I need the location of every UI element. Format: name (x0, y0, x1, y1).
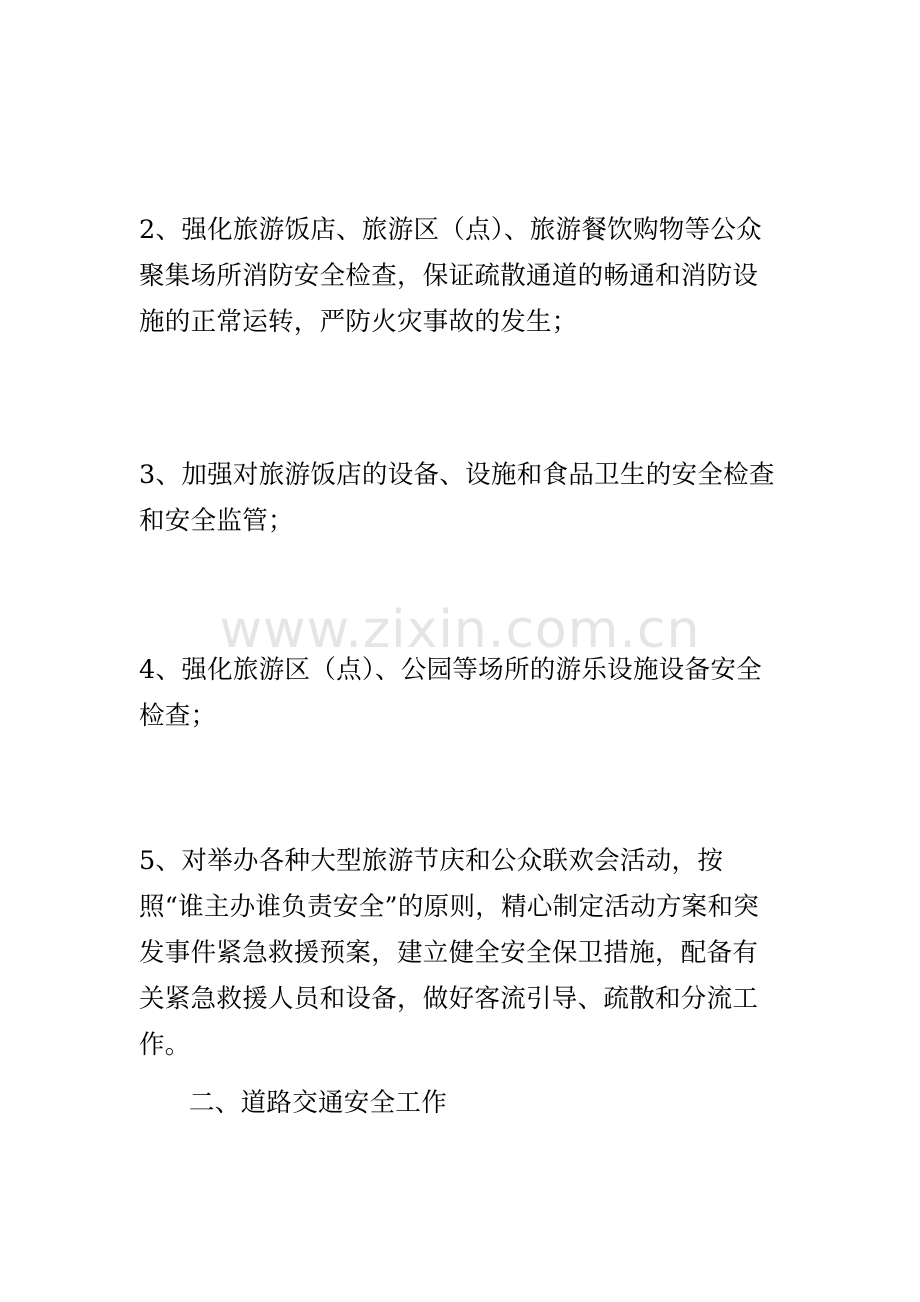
section-heading: 二、道路交通安全工作 (189, 1088, 448, 1118)
paragraph-item-3: 3、加强对旅游饭店的设备、设施和食品卫生的安全检查和安全监管； (139, 460, 775, 536)
paragraph-item-2: 2、强化旅游饭店、旅游区（点）、旅游餐饮购物等公众聚集场所消防安全检查，保证疏散通道的畅通和消防设施的正常运转，严防火灾事故的发生； (139, 215, 762, 337)
paragraph-item-5: 5、对举办各种大型旅游节庆和公众联欢会活动，按照“谁主办谁负责安全”的原则，精心制定活动方案和突发事件紧急救援预案，建立健全安全保卫措施，配备有关紧急救援人员和设备，做好客流引导、疏散和分流工作。 (139, 846, 760, 1060)
paragraph-item-4: 4、强化旅游区（点）、公园等场所的游乐设施设备安全检查； (139, 655, 762, 731)
watermark-text: www.zixin.com.cn (219, 600, 701, 660)
